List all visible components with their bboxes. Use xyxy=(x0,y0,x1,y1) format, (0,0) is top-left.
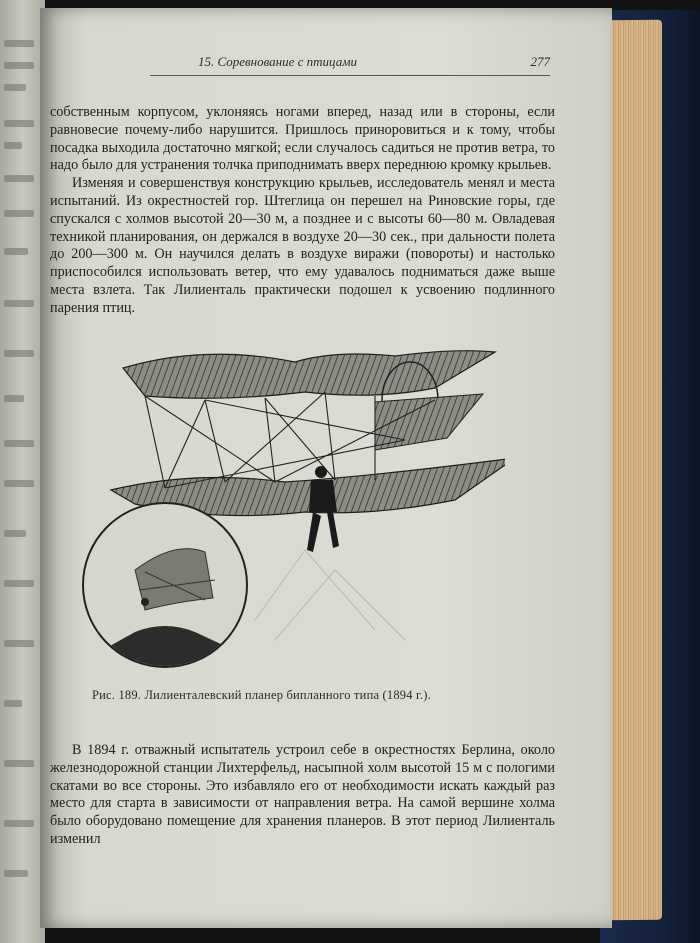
inset-photo xyxy=(83,503,255,680)
header-rule xyxy=(150,75,550,76)
body-text-bottom xyxy=(50,742,555,849)
page-edges xyxy=(604,20,662,921)
page-number: 277 xyxy=(530,54,550,69)
glider-illustration xyxy=(75,340,505,680)
left-page xyxy=(0,0,45,943)
paragraph: собственным корпусом, уклоняясь ногами вперед, назад или в стороны, если равновесие почему-либо нарушится. Пришлось приноровиться и к тому, чтобы посадка выходила достаточно мягкой; если случалось садиться не против ветра, то надо было для устранения толчка приподнимать вверх переднюю кромку крыльев. xyxy=(50,104,555,174)
chapter-title: 15. Соревнование с птицами xyxy=(198,54,358,69)
figure-caption: Рис. 189. Лилиенталевский планер бипланного типа (1894 г.). xyxy=(92,688,431,702)
paragraph: В 1894 г. отважный испытатель устроил себе в окрестностях Берлина, около железнодорожной станции Лихтерфельд, насыпной холм высотой 15 м с пологими скатами во все стороны. Это избавляло его от необходимости искать каждый раз место для старта в зависимости от направления ветра. На самой вершине холма было оборудовано помещение для хранения планеров. В этот период Лилиенталь изменил xyxy=(50,742,555,847)
body-text-top xyxy=(50,104,555,318)
paragraph: Изменяя и совершенствуя конструкцию крыльев, исследователь менял и места испытаний. Из окрестностей гор. Штеглица он перешел на Риновские горы, где спускался с холмов высотой 20—30 м, а позднее и с высоты 60—80 м. Овладевая техникой планирования, он держался в воздухе 20—30 сек., при дальности полета до 200—300 м. Он научился делать в воздухе виражи (повороты) и настолько приспособился использовать ветер, что ему удавалось подниматься даже выше места взлета. Так Лилиенталь практически подошел к усвоению подлинного парения птиц. xyxy=(50,175,555,316)
upper-wing xyxy=(123,351,495,399)
